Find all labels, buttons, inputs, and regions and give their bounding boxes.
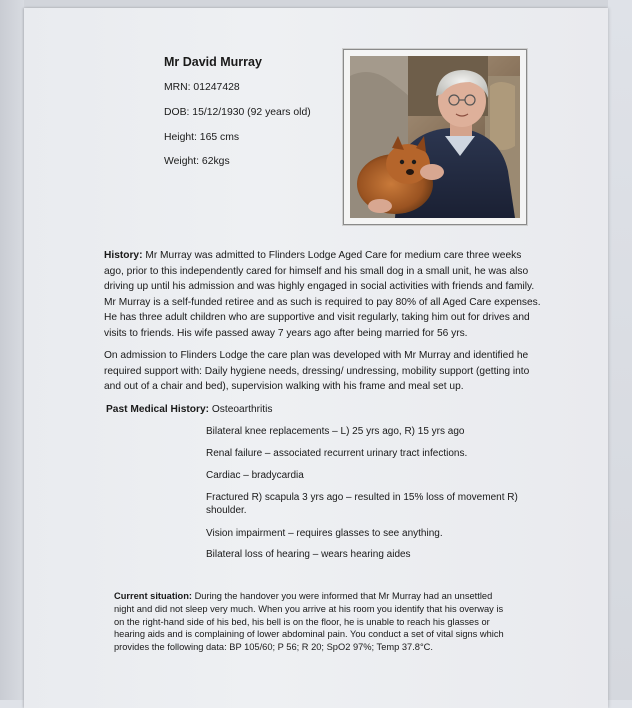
admission-paragraph [104, 348, 529, 395]
medical-item-cardiac: Cardiac – bradycardia [206, 470, 304, 481]
history-line-2: ago, prior to this independently cared for himself and his small dog in a small unit, he was also [104, 265, 529, 277]
history-line-3: driving up until his admission and was highly engaged in social activities with friends and family. [104, 281, 535, 293]
current-line-2: night and did not sleep very much. When you arrive at his room you identify that his overway is [114, 603, 504, 614]
patient-dob: DOB: 15/12/1930 (92 years old) [164, 107, 311, 118]
patient-mrn: MRN: 01247428 [164, 82, 240, 93]
current-situation-paragraph [114, 590, 504, 654]
medical-item-hearing: Bilateral loss of hearing – wears hearing aides [206, 549, 411, 560]
medical-item-fracture-cont: shoulder. [206, 505, 247, 516]
medical-item-fracture: Fractured R) scapula 3 yrs ago – resulted in 15% loss of movement R) [206, 492, 518, 503]
medical-item-knee: Bilateral knee replacements – L) 25 yrs ago, R) 15 yrs ago [206, 426, 465, 437]
patient-photo-image [350, 56, 520, 218]
past-medical-first: Osteoarthritis [209, 404, 273, 415]
patient-photo [343, 49, 527, 225]
history-label: History: [104, 250, 143, 261]
page-top-edge [24, 0, 608, 8]
current-line-3: on the right-hand side of his bed, his bell is on the floor, he is unable to reach his glasses or [114, 616, 490, 627]
past-medical-label: Past Medical History: [106, 404, 210, 415]
admission-line-1: On admission to Flinders Lodge the care plan was developed with Mr Murray and identified he [104, 350, 529, 361]
medical-item-vision: Vision impairment – requires glasses to see anything. [206, 528, 443, 539]
current-situation-label: Current situation: [114, 591, 192, 601]
patient-weight: Weight: 62kgs [164, 156, 230, 167]
admission-line-2: required support with: Daily hygiene needs, dressing/ undressing, mobility support (getting into [104, 365, 530, 377]
history-line-1: History: Mr Murray was admitted to Flinders Lodge Aged Care for medium care three weeks [104, 250, 522, 261]
past-medical-history [106, 402, 272, 418]
history-line-4: Mr Murray is a self-funded retiree and as such is required to pay 80% of all Aged Care expenses. [104, 296, 541, 308]
admission-line-3: and out of a chair and bed), supervision walking with his frame and meal set up. [104, 381, 464, 393]
patient-name: Mr David Murray [164, 55, 262, 69]
medical-item-renal: Renal failure – associated recurrent urinary tract infections. [206, 448, 468, 459]
current-line-1: Current situation: During the handover you were informed that Mr Murray had an unsettled [114, 591, 493, 601]
background-edge [0, 0, 24, 700]
current-line-4: hearing aids and is complaining of lower abdominal pain. You conduct a set of vital signs which [114, 629, 504, 640]
patient-height: Height: 165 cms [164, 132, 240, 143]
history-line-6: visits to friends. His wife passed away 7 years ago after being married for 56 yrs. [104, 327, 468, 339]
current-line-5: provides the following data: BP 105/60; P 56; R 20; SpO2 97%; Temp 37.8°C. [114, 642, 433, 653]
history-line-5: He has three adult children who are supportive and visit regularly, taking him out for drives and [104, 312, 530, 324]
history-paragraph [104, 248, 541, 342]
